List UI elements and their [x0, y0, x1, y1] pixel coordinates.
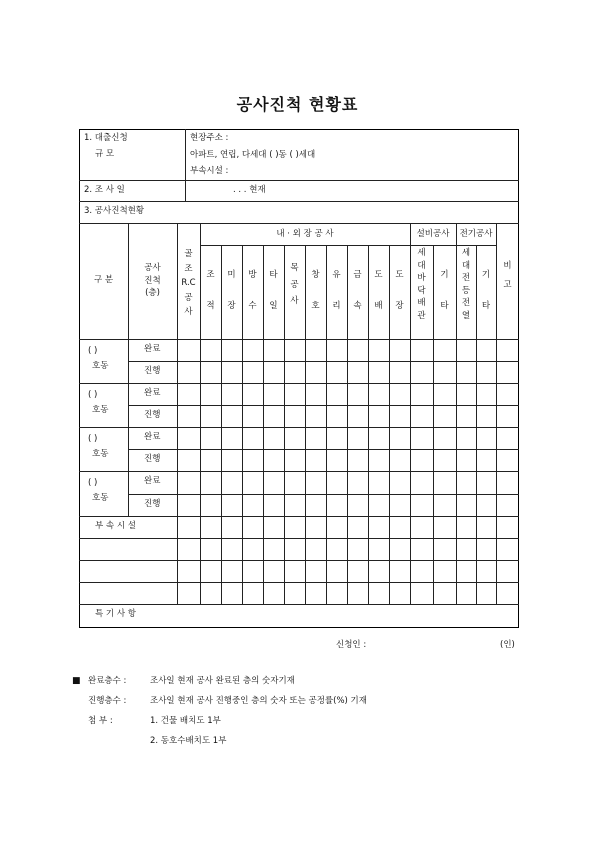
- header-char: 배: [374, 300, 383, 311]
- header-char: 바: [417, 273, 426, 283]
- dong-label: 호동: [92, 493, 109, 503]
- floors-header: [128, 223, 177, 339]
- header-char: 타: [269, 270, 278, 280]
- column-header: [476, 271, 496, 332]
- grid-line: [263, 245, 264, 516]
- in-progress-label: 진행: [144, 499, 161, 509]
- grid-line: [433, 538, 434, 604]
- header-char: 호: [311, 300, 320, 311]
- applicant-label: 신청인 :: [336, 640, 367, 650]
- column-header: [410, 249, 433, 324]
- grid-line: [263, 516, 264, 538]
- header-char: 고: [503, 279, 512, 290]
- completed-label: 완료: [144, 344, 161, 354]
- grid-line: [368, 538, 369, 604]
- grid-line: [128, 361, 519, 362]
- column-header: [200, 271, 221, 332]
- header-char: 골: [184, 249, 193, 259]
- grid-line: [410, 223, 411, 516]
- document-title: 공사진척 현황표: [236, 95, 359, 114]
- header-char: 닥: [417, 285, 426, 296]
- grid-line: [326, 245, 327, 516]
- building-type-line: 아파트, 연립, 다세대 ( )동 ( )세대: [190, 150, 316, 160]
- grid-line: [79, 383, 519, 384]
- note-progress-text: 조사일 현재 공사 진행중인 층의 숫자 또는 공정률(%) 기재: [150, 696, 367, 706]
- grid-line: [410, 516, 411, 538]
- header-char: 방: [248, 270, 257, 280]
- attachment-item: 1. 건물 배치도 1부: [150, 716, 221, 726]
- grid-line: [456, 516, 457, 538]
- grid-line: [347, 516, 348, 538]
- column-header: [389, 271, 410, 332]
- note-completed-label: 완료층수 :: [88, 676, 127, 686]
- grid-line: [389, 245, 390, 516]
- grid-line: [79, 427, 519, 428]
- floors-header-line: 공사: [144, 262, 161, 273]
- header-char: 수: [248, 300, 257, 311]
- dong-number: ( ): [88, 478, 98, 488]
- header-char: 대: [461, 260, 471, 271]
- header-char: 타: [481, 300, 491, 311]
- header-char: 공: [290, 279, 299, 290]
- completed-label: 완료: [144, 432, 161, 442]
- grid-line: [326, 516, 327, 538]
- header-char: 세: [461, 248, 471, 258]
- grid-line: [389, 516, 390, 538]
- grid-line: [177, 538, 178, 604]
- header-char: 적: [206, 300, 215, 311]
- note-attach-label: 첨 부 :: [88, 716, 113, 726]
- floors-header-lines: [144, 262, 160, 300]
- column-header: [456, 249, 476, 324]
- header-char: 조: [184, 263, 193, 274]
- equipment-work-header: 설비공사: [416, 228, 450, 239]
- grid-line: [433, 516, 434, 538]
- grid-line: [368, 245, 369, 516]
- grid-line: [496, 538, 497, 604]
- grid-line: [79, 471, 519, 472]
- loan-request-label: 1. 대출신청: [84, 133, 128, 143]
- grid-line: [177, 516, 178, 538]
- header-char: 공: [184, 292, 193, 303]
- bullet-icon: ■: [72, 676, 81, 686]
- header-char: 속: [353, 300, 362, 311]
- dong-label: 호동: [92, 361, 109, 371]
- dong-number: ( ): [88, 346, 98, 356]
- grid-line: [476, 245, 477, 516]
- note-progress-label: 진행층수 :: [88, 696, 127, 706]
- annex-facilities-row-label: 부 속 시 설: [95, 521, 136, 531]
- grid-line: [456, 223, 457, 516]
- grid-line: [263, 538, 264, 604]
- header-char: 도: [395, 270, 404, 280]
- header-char: 유: [332, 270, 341, 280]
- dong-number: ( ): [88, 390, 98, 400]
- interior-exterior-header: 내 · 외 장 공 사: [276, 228, 334, 239]
- floors-header-line: (층): [145, 288, 160, 299]
- category-header: 구 분: [93, 275, 114, 286]
- header-char: 등: [461, 285, 471, 296]
- special-notes-row-label: 특 기 사 항: [95, 609, 136, 619]
- grid-line: [476, 516, 477, 538]
- grid-line: [128, 494, 519, 495]
- column-header: [305, 271, 326, 332]
- electrical-work-header: 전기공사: [459, 228, 493, 239]
- header-char: 세: [417, 248, 426, 258]
- header-char: 미: [227, 270, 236, 280]
- grid-line: [305, 516, 306, 538]
- remarks-header: [496, 262, 519, 299]
- header-char: 열: [461, 310, 471, 321]
- grid-line: [476, 538, 477, 604]
- header-char: 조: [206, 270, 215, 280]
- grid-line: [326, 538, 327, 604]
- grid-line: [389, 538, 390, 604]
- column-header: [242, 271, 263, 332]
- column-header: [221, 271, 242, 332]
- grid-line: [242, 245, 243, 516]
- dong-number: ( ): [88, 434, 98, 444]
- completed-label: 완료: [144, 388, 161, 398]
- header-char: 기: [440, 270, 449, 280]
- completed-label: 완료: [144, 476, 161, 486]
- column-header: [433, 271, 456, 332]
- header-char: 기: [481, 270, 491, 280]
- header-char: 사: [184, 307, 193, 317]
- header-char: 일: [269, 300, 278, 311]
- header-char: 관: [417, 310, 426, 321]
- column-header: [326, 271, 347, 332]
- header-char: 리: [332, 300, 341, 311]
- note-completed-text: 조사일 현재 공사 완료된 층의 숫자기재: [150, 676, 295, 686]
- grid-line: [305, 538, 306, 604]
- grid-line: [128, 449, 519, 450]
- header-char: 비: [503, 261, 512, 271]
- grid-line: [284, 516, 285, 538]
- survey-date-label: 2. 조 사 일: [84, 185, 125, 195]
- grid-line: [284, 538, 285, 604]
- grid-line: [456, 538, 457, 604]
- grid-line: [433, 245, 434, 516]
- annex-facility-label: 부속시설 :: [190, 166, 229, 176]
- column-header: [347, 271, 368, 332]
- column-header: [284, 264, 305, 314]
- grid-line: [221, 538, 222, 604]
- header-char: 장: [395, 300, 404, 311]
- grid-line: [200, 538, 201, 604]
- in-progress-label: 진행: [144, 410, 161, 420]
- header-char: 창: [311, 270, 320, 280]
- site-address-label: 현장주소 :: [190, 133, 229, 143]
- header-char: 배: [417, 298, 426, 308]
- header-char: 전: [461, 273, 471, 283]
- attachment-item: 2. 동호수배치도 1부: [150, 736, 227, 746]
- header-char: 금: [353, 270, 362, 280]
- grid-line: [347, 245, 348, 516]
- progress-status-label: 3. 공사진척현황: [84, 206, 145, 216]
- in-progress-label: 진행: [144, 366, 161, 376]
- grid-line: [410, 538, 411, 604]
- header-char: 사: [290, 296, 299, 306]
- grid-line: [284, 245, 285, 516]
- grid-line: [128, 405, 519, 406]
- scale-label: 규 모: [95, 149, 115, 159]
- column-header: [368, 271, 389, 332]
- seal-mark: (인): [500, 640, 515, 650]
- header-char: 타: [440, 300, 449, 311]
- grid-line: [368, 516, 369, 538]
- form-frame: [79, 129, 519, 628]
- frame-work-header: [177, 250, 200, 323]
- header-char: 목: [290, 263, 299, 273]
- grid-line: [242, 516, 243, 538]
- grid-line: [347, 538, 348, 604]
- in-progress-label: 진행: [144, 454, 161, 464]
- grid-line: [200, 516, 201, 538]
- header-char: 도: [374, 270, 383, 280]
- header-char: 전: [461, 298, 471, 308]
- grid-line: [221, 516, 222, 538]
- column-header: [263, 271, 284, 332]
- header-char: R.C: [181, 278, 196, 288]
- survey-date-value: . . . 현재: [233, 185, 266, 195]
- grid-line: [221, 245, 222, 516]
- floors-header-line: 진척: [144, 275, 161, 286]
- header-char: 장: [227, 300, 236, 311]
- grid-line: [242, 538, 243, 604]
- header-char: 대: [417, 260, 426, 271]
- dong-label: 호동: [92, 449, 109, 459]
- dong-label: 호동: [92, 405, 109, 415]
- grid-line: [305, 245, 306, 516]
- grid-line: [496, 516, 497, 538]
